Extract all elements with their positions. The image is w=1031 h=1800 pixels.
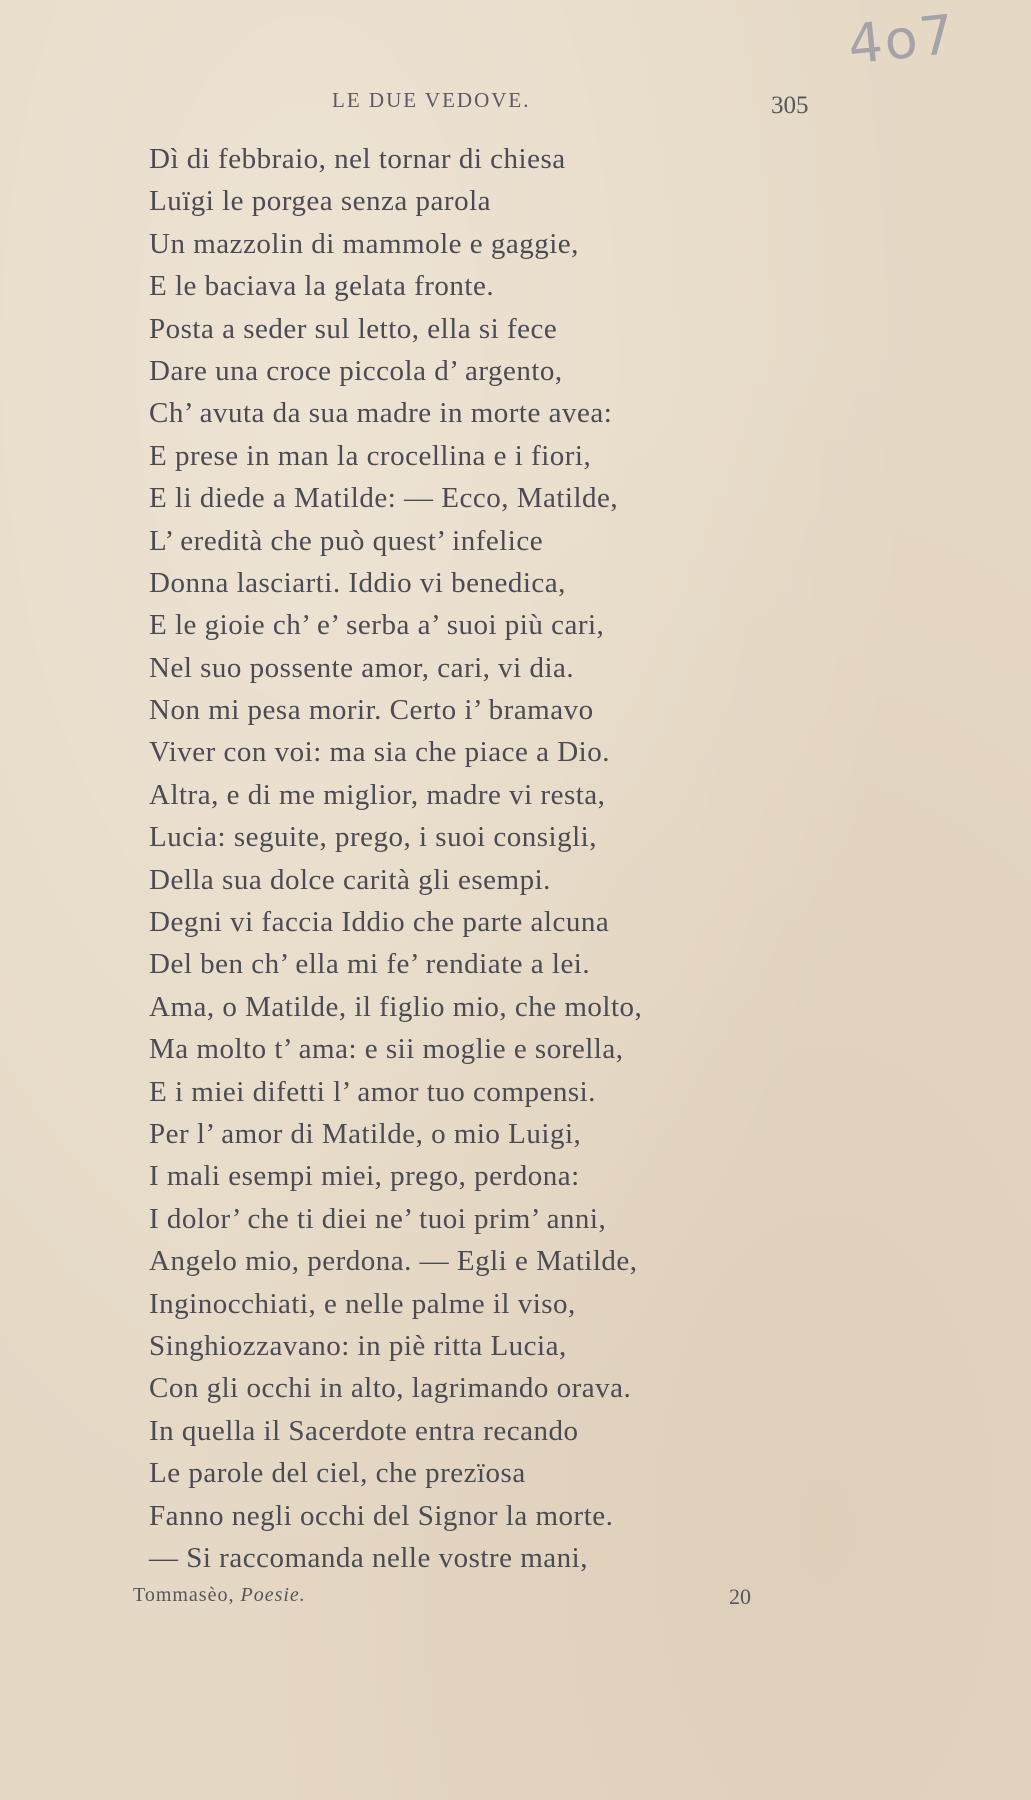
- footer-citation: [133, 1584, 306, 1607]
- verse-line: E li diede a Matilde: — Ecco, Matilde,: [149, 482, 619, 515]
- verse-line: E i miei difetti l’ amor tuo compensi.: [149, 1075, 596, 1108]
- verse-line: Ch’ avuta da sua madre in morte avea:: [149, 397, 613, 430]
- verse-line: E le baciava la gelata fronte.: [149, 270, 495, 303]
- verse-line: Del ben ch’ ella mi fe’ rendiate a lei.: [149, 948, 591, 981]
- verse-line: Viver con voi: ma sia che piace a Dio.: [149, 736, 610, 769]
- verse-line: I dolor’ che ti diei ne’ tuoi prim’ anni,: [149, 1202, 607, 1235]
- verse-line: E le gioie ch’ e’ serba a’ suoi più cari,: [149, 609, 605, 642]
- verse-line: Un mazzolin di mammole e gaggie,: [149, 227, 579, 260]
- verse-line: Angelo mio, perdona. — Egli e Matilde,: [149, 1245, 638, 1278]
- page-footer: [0, 1584, 1031, 1614]
- poem-text: [149, 138, 799, 1579]
- verse-line: Dì di febbraio, nel tornar di chiesa: [149, 143, 566, 175]
- verse-line: Ama, o Matilde, il figlio mio, che molto,: [149, 990, 643, 1023]
- verse-line: Singhiozzavano: in piè ritta Lucia,: [149, 1329, 567, 1362]
- footer-work-title: Poesie.: [240, 1584, 306, 1606]
- verse-line: Inginocchiati, e nelle palme il viso,: [149, 1287, 576, 1320]
- verse-line: Posta a seder sul letto, ella si fece: [149, 312, 558, 345]
- signature-mark: 20: [729, 1584, 751, 1609]
- verse-line: — Si raccomanda nelle vostre mani,: [149, 1541, 588, 1574]
- verse-line: In quella il Sacerdote entra recando: [149, 1414, 579, 1447]
- verse-line: Nel suo possente amor, cari, vi dia.: [149, 651, 575, 684]
- verse-line: Per l’ amor di Matilde, o mio Luigi,: [149, 1117, 582, 1150]
- footer-separator: ,: [228, 1584, 241, 1606]
- verse-line: Le parole del ciel, che prezïosa: [149, 1457, 526, 1490]
- footer-author: Tommasèo: [133, 1584, 229, 1606]
- verse-line: Dare una croce piccola d’ argento,: [149, 354, 563, 387]
- page-number: 305: [771, 92, 809, 119]
- verse-line: Lucia: seguite, prego, i suoi consigli,: [149, 821, 597, 854]
- verse-line: Donna lasciarti. Iddio vi benedica,: [149, 566, 566, 599]
- verse-line: Degni vi faccia Iddio che parte alcuna: [149, 906, 610, 939]
- running-head: [0, 88, 1031, 128]
- running-title: LE DUE VEDOVE.: [332, 88, 531, 112]
- verse-line: Della sua dolce carità gli esempi.: [149, 863, 551, 896]
- verse-line: Fanno negli occhi del Signor la morte.: [149, 1499, 614, 1532]
- verse-line: L’ eredità che può quest’ infelice: [149, 524, 544, 557]
- verse-line: E prese in man la crocellina e i fiori,: [149, 439, 592, 472]
- verse-line: Altra, e di me miglior, madre vi resta,: [149, 778, 606, 811]
- verse-line: I mali esempi miei, prego, perdona:: [149, 1160, 580, 1193]
- verse-line: Ma molto t’ ama: e sii moglie e sorella,: [149, 1033, 624, 1066]
- handwritten-annotation: 4o7: [845, 2, 959, 77]
- verse-line: Con gli occhi in alto, lagrimando orava.: [149, 1372, 632, 1405]
- verse-line: Non mi pesa morir. Certo i’ bramavo: [149, 694, 594, 727]
- verse-line: Luïgi le porgea senza parola: [149, 185, 491, 218]
